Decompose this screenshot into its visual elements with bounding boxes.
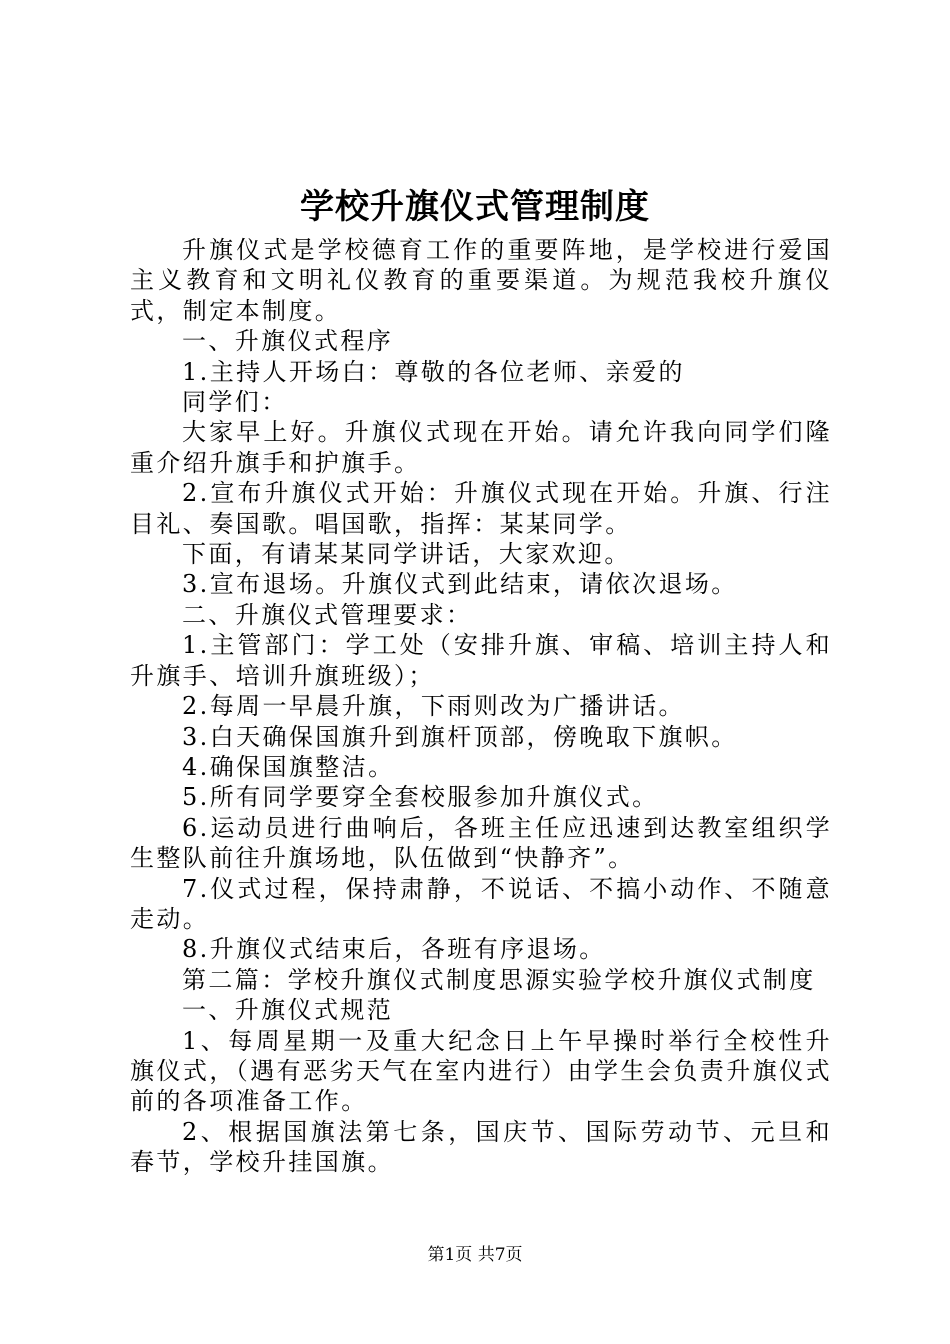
list-item: 5.所有同学要穿全套校服参加升旗仪式。: [182, 783, 659, 812]
section-heading-norms: 一、升旗仪式规范: [182, 996, 394, 1025]
page-number-footer: 第1页 共7页: [427, 1245, 523, 1265]
list-item: 3.白天确保国旗升到旗杆顶部，傍晚取下旗帜。: [182, 722, 738, 751]
list-item: 7.仪式过程，保持肃静，不说话、不搞小动作、不随意走动。: [130, 874, 832, 933]
list-item: 同学们：: [182, 388, 288, 417]
list-item: 4.确保国旗整洁。: [182, 752, 395, 781]
document-title: 学校升旗仪式管理制度: [300, 187, 650, 227]
list-item: 8.升旗仪式结束后，各班有序退场。: [182, 935, 606, 964]
list-item: 2、根据国旗法第七条，国庆节、国际劳动节、元旦和春节，学校升挂国旗。: [130, 1117, 832, 1177]
second-article-heading: 第二篇：学校升旗仪式制度思源实验学校升旗仪式制度: [182, 965, 816, 994]
list-item: 6.运动员进行曲响后，各班主任应迅速到达教室组织学生整队前往升旗场地，队伍做到“快静齐”。: [130, 813, 832, 873]
document-body: [130, 235, 832, 1178]
list-item: 3.宣布退场。升旗仪式到此结束，请依次退场。: [182, 570, 738, 599]
list-item: 1.主持人开场白：尊敬的各位老师、亲爱的: [182, 357, 685, 386]
intro-paragraph: 升旗仪式是学校德育工作的重要阵地，是学校进行爱国主义教育和文明礼仪教育的重要渠道。为规范我校升旗仪式，制定本制度。: [130, 236, 832, 325]
section-heading-requirements: 二、升旗仪式管理要求：: [182, 600, 473, 629]
list-item: 2.每周一早晨升旗，下雨则改为广播讲话。: [182, 692, 685, 721]
list-item: 大家早上好。升旗仪式现在开始。请允许我向同学们隆重介绍升旗手和护旗手。: [130, 418, 832, 477]
list-item: 1.主管部门：学工处（安排升旗、审稿、培训主持人和升旗手、培训升旗班级）；: [130, 631, 832, 690]
list-item: 下面，有请某某同学讲话，大家欢迎。: [182, 540, 631, 569]
list-item: 2.宣布升旗仪式开始：升旗仪式现在开始。升旗、行注目礼、奏国歌。唱国歌，指挥：某某同学。: [130, 479, 832, 538]
section-heading-procedure: 一、升旗仪式程序: [182, 327, 394, 356]
list-item: 1、每周星期一及重大纪念日上午早操时举行全校性升旗仪式，（遇有恶劣天气在室内进行）由学生会负责升旗仪式前的各项准备工作。: [130, 1026, 832, 1116]
